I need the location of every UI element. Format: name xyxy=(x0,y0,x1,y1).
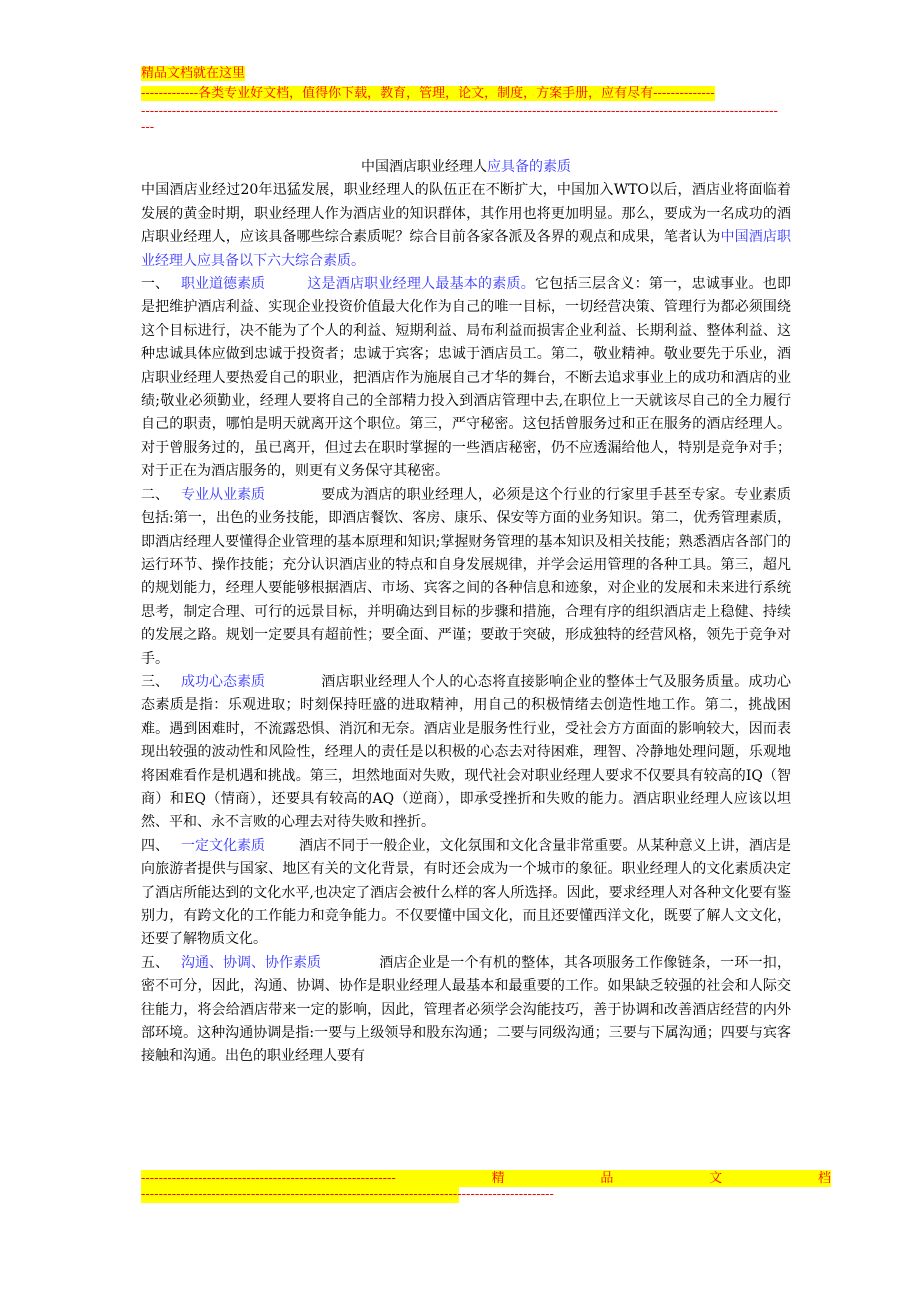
title-part2: 应具备的素质 xyxy=(487,159,571,175)
section-3 xyxy=(141,671,791,835)
footer-left-dashes: ---------------------------------------------------------- xyxy=(141,1171,396,1186)
section-5-title: 沟通、协调、协作素质 xyxy=(181,954,321,971)
footer-word-3: 文 xyxy=(709,1171,723,1186)
header-tag: 精品文档就在这里 xyxy=(141,66,246,81)
section-2-title: 专业从业素质 xyxy=(181,486,265,503)
footer-bottom-dashes: ---------------------------------------------------------------------------------------------- xyxy=(141,1187,554,1202)
intro-text: 中国酒店业经过20年迅猛发展，职业经理人的队伍正在不断扩大，中国加入WTO以后，酒店业将面临着发展的黄金时期，职业经理人作为酒店业的知识群体，其作用也将更加明显。那么，要成为一名成功的酒店职业经理人，应该具备哪些综合素质呢？综合目前各家各派及各界的观点和成果，笔者认为 xyxy=(141,182,791,246)
section-5-number: 五、 xyxy=(141,954,169,971)
section-1-text: 它包括三层含义：第一，忠诚事业。也即是把维护酒店利益、实现企业投资价值最大化作为自己的唯一目标，一切经营决策、管理行为都必须围绕这个目标进行，决不能为了个人的利益、短期利益、局布利益而损害企业利益、长期利益、整体利益、这种忠诚具体应做到忠诚于投资者；忠诚于宾客；忠诚于酒店员工。第二，敬业精神。敬业要先于乐业，酒店职业经理人要热爱自己的职业，把酒店作为施展自己才华的舞台，不断去追求事业上的成功和酒店的业绩;敬业必须勤业，经理人要将自己的全部精力投入到酒店管理中去,在职位上一天就该尽自己的全力履行自己的职责，哪怕是明天就离开这个职位。第三，严守秘密。这包括曾服务过和正在服务的酒店经理人。对于曾服务过的，虽已离开，但过去在职时掌握的一些酒店秘密，仍不应透漏给他人，特别是竞争对手；对于正在为酒店服务的，则更有义务保守其秘密。 xyxy=(141,276,791,480)
section-5 xyxy=(141,952,791,1069)
section-4-text: 酒店不同于一般企业，文化氛围和文化含量非常重要。从某种意义上讲，酒店是向旅游者提供与国家、地区有关的文化背景，有时还会成为一个城市的象征。职业经理人的文化素质决定了酒店所能达到的文化水平,也决定了酒店会被什么样的客人所选择。因此，要求经理人对各种文化要有鉴别力，有跨文化的工作能力和竞争能力。不仅要懂中国文化，而且还要懂西洋文化，既要了解人文文化，还要了解物质文化。 xyxy=(141,837,791,948)
footer-word-2: 品 xyxy=(600,1171,614,1186)
page-footer xyxy=(141,1170,831,1203)
page-header xyxy=(141,64,781,136)
section-3-number: 三、 xyxy=(141,673,169,690)
title-part1: 中国酒店职业经理人 xyxy=(361,159,487,175)
section-4 xyxy=(141,835,791,952)
section-1-title: 职业道德素质 xyxy=(181,276,265,293)
section-2-text: 要成为酒店的职业经理人，必须是这个行业的行家里手甚至专家。专业素质包括:第一，出色的业务技能，即酒店餐饮、客房、康乐、保安等方面的业务知识。第二，优秀管理素质，即酒店经理人要懂得企业管理的基本原理和知识;掌握财务管理的基本知识及相关技能；熟悉酒店各部门的运行环节、操作技能；充分认识酒店业的特点和自身发展规律，并学会运用管理的各种工具。第三，超凡的规划能力，经理人要能够根据酒店、市场、宾客之间的各种信息和迹象，对企业的发展和未来进行系统思考，制定合理、可行的远景目标，并明确达到目标的步骤和措施，合理有序的组织酒店走上稳健、持续的发展之路。规划一定要具有超前性；要全面、严谨；要敢于突破，形成独特的经营风格，领先于竞争对手。 xyxy=(141,486,791,667)
section-3-text: 酒店职业经理人个人的心态将直接影响企业的整体士气及服务质量。成功心态素质是指：乐观进取；时刻保持旺盛的进取精神，用自己的积极情绪去创造性地工作。第二，挑战困难。遇到困难时，不流露恐惧、消沉和无奈。酒店业是服务性行业，受社会方方面面的影响较大，因而表现出较强的波动性和风险性，经理人的责任是以积极的心态去对待困难，理智、冷静地处理问题，乐观地将困难看作是机遇和挑战。第三，坦然地面对失败，现代社会对职业经理人要求不仅要具有较高的IQ（智商）和EQ（情商），还要具有较高的AQ（逆商），即承受挫折和失败的能力。酒店职业经理人应该以坦然、平和、永不言败的心理去对待失败和挫折。 xyxy=(141,673,791,831)
document-title xyxy=(141,156,791,179)
header-banner: -------------各类专业好文档，值得你下载，教育，管理，论文，制度，方案手册，应有尽有-------------- xyxy=(141,86,715,101)
intro-paragraph xyxy=(141,179,791,273)
footer-banner xyxy=(141,1170,831,1187)
document-body xyxy=(141,156,791,1069)
section-1-lead: 这是酒店职业经理人最基本的素质。 xyxy=(307,276,535,293)
intro-link: 中国酒店职业经理人应具备以下六大综合素质。 xyxy=(141,229,792,269)
section-1 xyxy=(141,273,791,484)
section-3-title: 成功心态素质 xyxy=(181,673,265,690)
section-1-number: 一、 xyxy=(141,276,169,293)
section-2 xyxy=(141,484,791,671)
section-5-text: 酒店企业是一个有机的整体，其各项服务工作像链条，一环一扣，密不可分，因此，沟通、协调、协作是职业经理人最基本和最重要的工作。如果缺乏较强的社会和人际交往能力，将会给酒店带来一定的影响，因此，管理者必须学会沟能技巧，善于协调和改善酒店经营的内外部环境。这种沟通协调是指:一要与上级领导和股东沟通；二要与同级沟通；三要与下属沟通；四要与宾客接触和沟通。出色的职业经理人要有 xyxy=(141,954,791,1065)
section-4-title: 一定文化素质 xyxy=(181,837,265,854)
header-divider: ---------------------------------------------------------------------------------------------------------------------------------------------------- xyxy=(141,104,778,135)
section-4-number: 四、 xyxy=(141,837,169,854)
footer-word-4: 档 xyxy=(817,1171,831,1186)
footer-word-1: 精 xyxy=(491,1171,505,1186)
section-2-number: 二、 xyxy=(141,486,169,503)
